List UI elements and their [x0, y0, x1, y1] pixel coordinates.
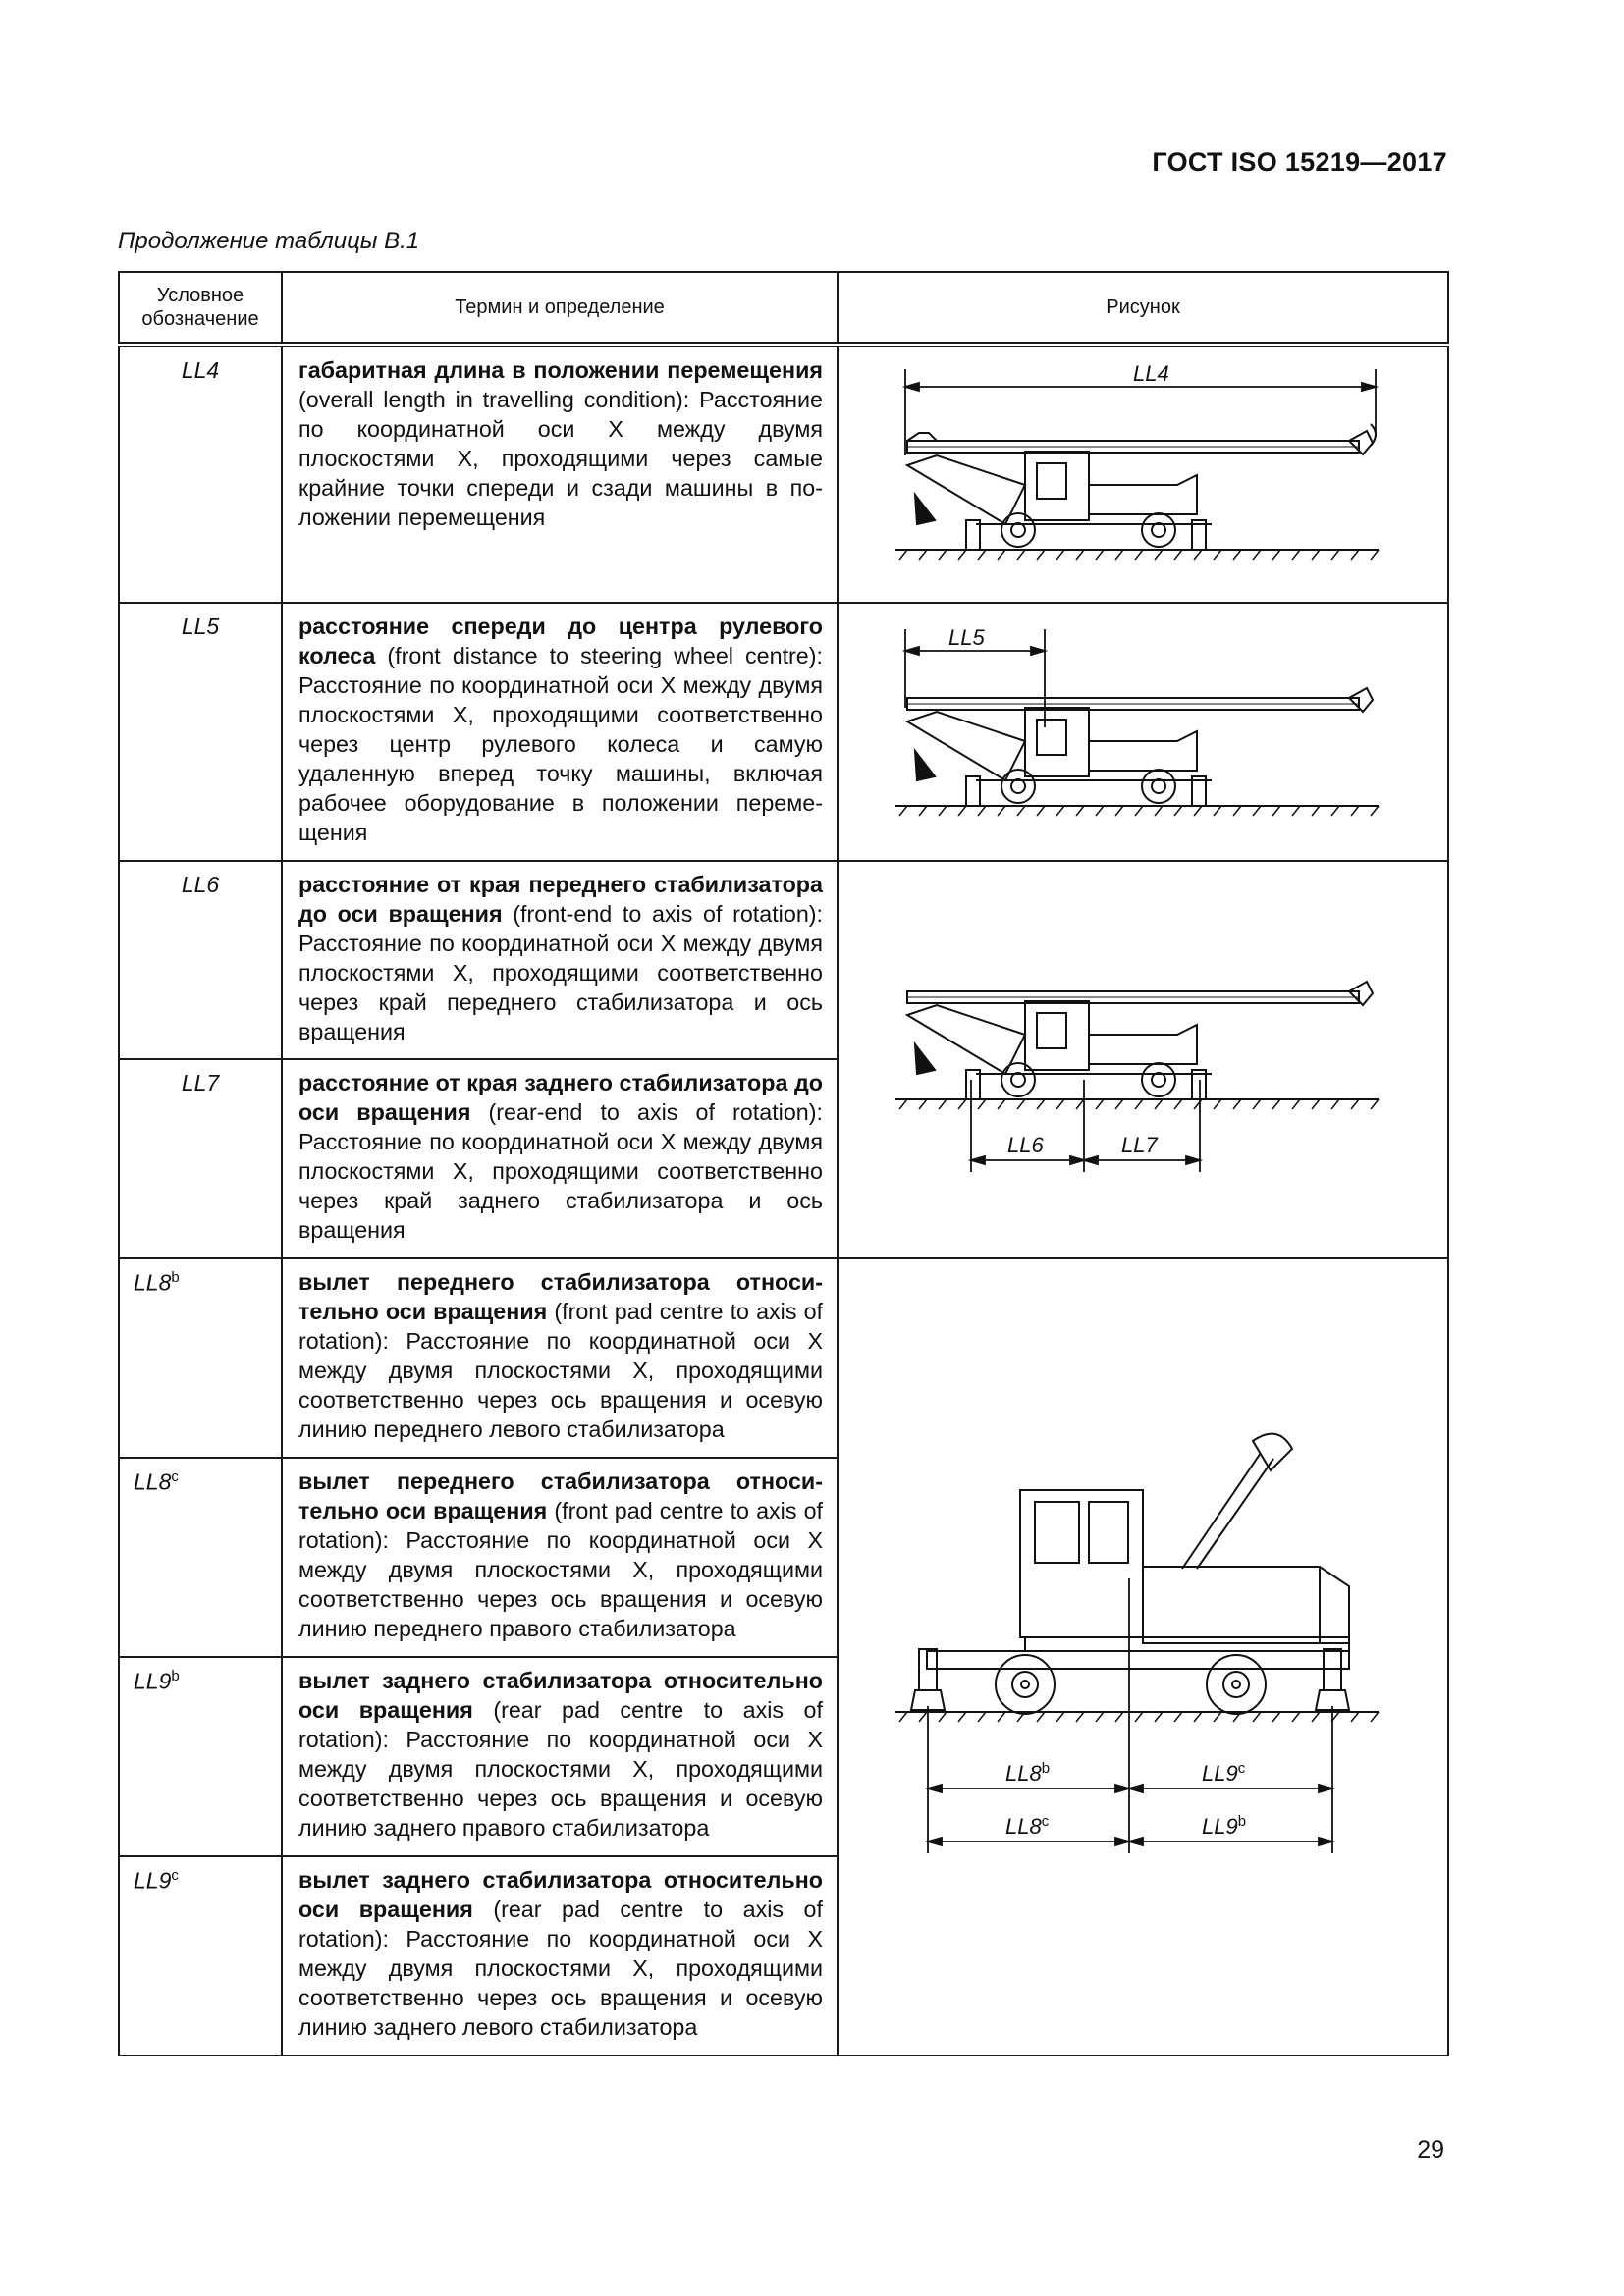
column-header-term: Термин и определение	[282, 272, 838, 345]
standard-header: ГОСТ ISO 15219—2017	[1152, 147, 1447, 177]
term-cell: вылет заднего стабилизатора относительно оси вращения (rear pad centre to axis of rotation): Расстояние по координатной оси X между двумя плоскостями X, проходящими соответственно через ось вращения и осевую линию заднего правого стабилизатора	[282, 1657, 838, 1856]
table-row	[119, 345, 1448, 603]
symbol-cell: LL5	[119, 603, 282, 861]
symbol-cell: LL4	[119, 345, 282, 603]
dimension-label-ll4: LL4	[1133, 360, 1169, 386]
dimension-ll8-ll9	[928, 1578, 1332, 1853]
crane-figure-ll6-ll7	[888, 933, 1398, 1188]
dimension-ll6-ll7	[971, 1080, 1200, 1172]
crane-drawing	[895, 982, 1379, 1109]
term-cell: габаритная длина в положении перемещения (overall length in travelling condition): Расстояние по координатной оси X между двумя плоскостями X, проходящими через самые крайние точки спереди и сзади машины в положении перемещения	[282, 345, 838, 603]
figure-cell	[838, 345, 1448, 603]
figure-cell	[838, 1258, 1448, 2056]
symbol-cell: LL7	[119, 1059, 282, 1258]
figure-cell	[838, 603, 1448, 861]
dimension-label-ll9-top: LL9$^c$	[1202, 1760, 1246, 1786]
symbol-cell: LL8$^c$	[119, 1458, 282, 1657]
crane-figure-ll8-ll9	[888, 1402, 1398, 1912]
column-header-symbol: Условное обозначение	[119, 272, 282, 345]
column-header-figure: Рисунок	[838, 272, 1448, 345]
term-cell: расстояние от края заднего стабилизатора до оси вращения (rear-end to axis of rotation): Расстояние по координатной оси X между двумя плоскостями X, проходящими соответственно через край заднего стабилизатора и ось вращения	[282, 1059, 838, 1258]
symbol-cell: LL9$^b$	[119, 1657, 282, 1856]
dimension-label-ll8-bottom: LL8$^c$	[1005, 1813, 1050, 1839]
dimension-label-ll9-bottom: LL9$^b$	[1202, 1813, 1247, 1839]
table-row	[119, 861, 1448, 1059]
crane-drawing	[895, 1434, 1379, 1722]
symbol-cell: LL8$^b$	[119, 1258, 282, 1458]
term-cell: вылет переднего стабилизатора относительно оси вращения (front pad centre to axis of rotation): Расстояние по координатной оси X между двумя плоскостями X, проходящими соответственно через ось вращения и осевую линию переднего правого стабилизатора	[282, 1458, 838, 1657]
symbol-cell: LL6	[119, 861, 282, 1059]
dimension-label-ll7: LL7	[1121, 1132, 1158, 1157]
table-row	[119, 1258, 1448, 1458]
dimension-label-ll6: LL6	[1007, 1132, 1044, 1157]
figure-cell	[838, 861, 1448, 1258]
crane-figure-ll5	[888, 619, 1398, 845]
crane-drawing	[895, 424, 1379, 560]
symbol-cell: LL9$^c$	[119, 1856, 282, 2056]
term-cell: расстояние от края переднего стабилизатора до оси вращения (front-end to axis of rotation): Расстояние по координатной оси X между двумя плоскостями X, проходящими соответственно через край переднего стабилизатора и ось вращения	[282, 861, 838, 1059]
dimension-label-ll5: LL5	[948, 624, 985, 650]
definitions-table	[118, 271, 1449, 2056]
term-cell: расстояние спереди до центра рулевого колеса (front distance to steering wheel centre): Расстояние по координатной оси X между двумя плоскостями X, проходящими соответственно через центр рулевого колеса и самую удаленную вперед точку машины, включая рабочее оборудование в положении перемещения	[282, 603, 838, 861]
crane-figure-ll4	[888, 357, 1398, 593]
term-cell: вылет заднего стабилизатора относительно оси вращения (rear pad centre to axis of rotation): Расстояние по координатной оси X между двумя плоскостями X, проходящими соответственно через ось вращения и осевую линию заднего левого стабилизатора	[282, 1856, 838, 2056]
table-row	[119, 603, 1448, 861]
table-header-row	[119, 272, 1448, 345]
page-number: 29	[1417, 2136, 1444, 2163]
table-continuation-caption: Продолжение таблицы В.1	[118, 228, 420, 254]
dimension-label-ll8-top: LL8$^b$	[1005, 1760, 1051, 1786]
crane-drawing	[895, 688, 1379, 816]
term-cell: вылет переднего стабилизатора относительно оси вращения (front pad centre to axis of rotation): Расстояние по координатной оси X между двумя плоскостями X, проходящими соответственно через ось вращения и осевую линию переднего левого стабилизатора	[282, 1258, 838, 1458]
